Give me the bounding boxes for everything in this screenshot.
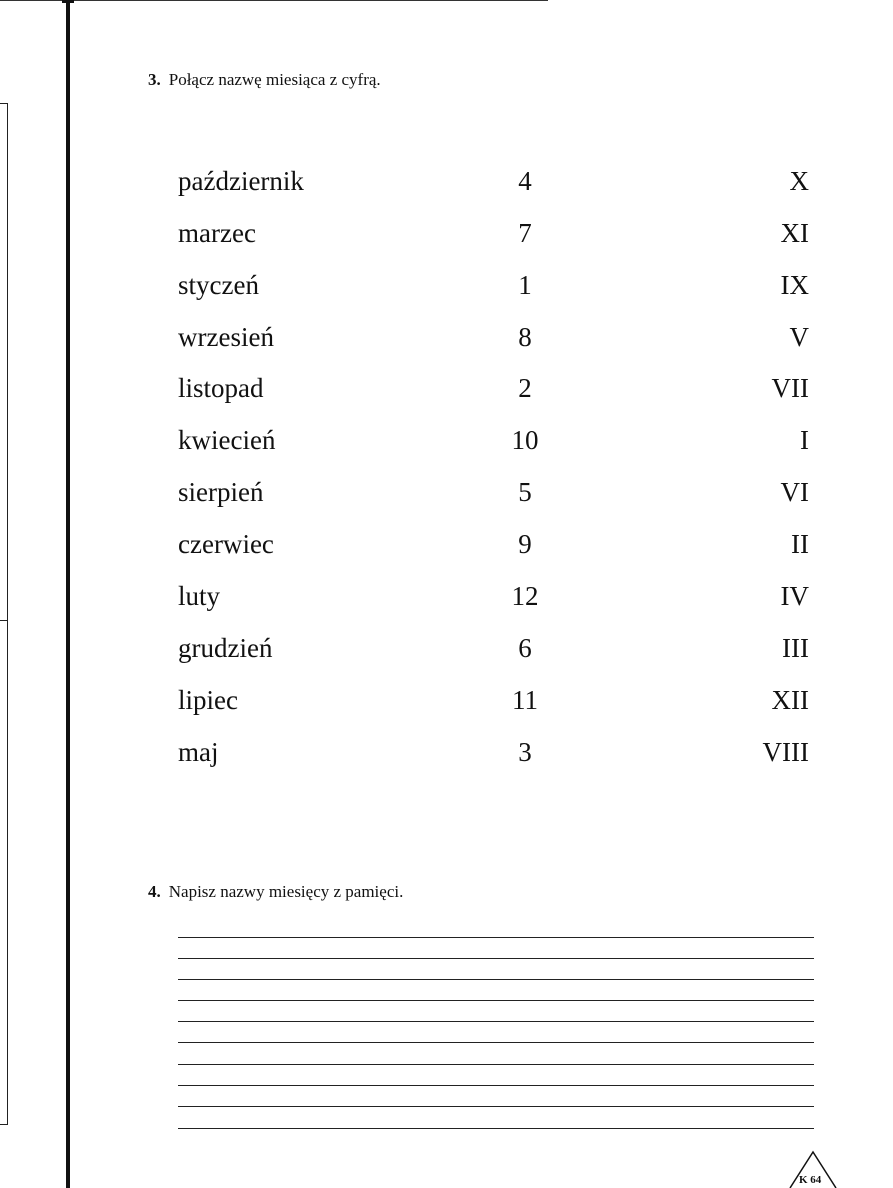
month-item[interactable]: październik [178, 166, 304, 196]
roman-item[interactable]: III [782, 633, 809, 663]
roman-item[interactable]: VII [771, 373, 809, 403]
exercise-4-instruction [148, 882, 403, 902]
month-item[interactable]: lipiec [178, 685, 238, 715]
left-bracket-mid [0, 620, 8, 621]
left-bracket-bottom [0, 1124, 8, 1125]
digit-item[interactable]: 10 [511, 425, 539, 455]
exercise-4-text: Napisz nazwy miesięcy z pamięci. [168, 882, 404, 901]
binding-bar [66, 0, 70, 1188]
digit-item[interactable]: 3 [518, 737, 532, 767]
roman-item[interactable]: I [800, 425, 809, 455]
roman-item[interactable]: VIII [762, 737, 809, 767]
month-item[interactable]: luty [178, 581, 221, 611]
month-item[interactable]: czerwiec [178, 529, 274, 559]
answer-line[interactable] [178, 937, 814, 938]
answer-line[interactable] [178, 1106, 814, 1107]
digit-item[interactable]: 12 [511, 581, 539, 611]
month-item[interactable]: listopad [178, 373, 264, 403]
answer-line[interactable] [178, 958, 814, 959]
month-item[interactable]: styczeń [178, 270, 259, 300]
roman-item[interactable]: II [791, 529, 809, 559]
roman-item[interactable]: VI [780, 477, 809, 507]
roman-item[interactable]: XII [771, 685, 809, 715]
roman-item[interactable]: X [789, 166, 809, 196]
digit-item[interactable]: 5 [518, 477, 532, 507]
month-item[interactable]: marzec [178, 218, 256, 248]
exercise-3-instruction [148, 70, 381, 90]
answer-line[interactable] [178, 1085, 814, 1086]
digit-item[interactable]: 6 [518, 633, 532, 663]
digit-item[interactable]: 7 [518, 218, 532, 248]
top-rule [0, 0, 548, 1]
month-item[interactable]: wrzesień [178, 322, 274, 352]
month-item[interactable]: kwiecień [178, 425, 276, 455]
digit-item[interactable]: 11 [512, 685, 538, 715]
digit-item[interactable]: 2 [518, 373, 532, 403]
month-item[interactable]: grudzień [178, 633, 273, 663]
page-badge-label: K 64 [799, 1174, 822, 1186]
answer-line[interactable] [178, 1128, 814, 1129]
answer-line[interactable] [178, 1064, 814, 1065]
exercise-3-text: Połącz nazwę miesiąca z cyfrą. [168, 70, 381, 89]
binding-cap [62, 0, 74, 3]
answer-line[interactable] [178, 1042, 814, 1043]
answer-line[interactable] [178, 1000, 814, 1001]
left-bracket [7, 103, 8, 1125]
answer-line[interactable] [178, 1021, 814, 1022]
exercise-3-number: 3. [148, 70, 161, 89]
digit-item[interactable]: 4 [518, 166, 532, 196]
exercise-4-number: 4. [148, 882, 161, 901]
answer-line[interactable] [178, 979, 814, 980]
roman-item[interactable]: V [789, 322, 809, 352]
digit-item[interactable]: 1 [518, 270, 532, 300]
month-item[interactable]: maj [178, 737, 219, 767]
digit-item[interactable]: 8 [518, 322, 532, 352]
digit-item[interactable]: 9 [518, 529, 532, 559]
month-item[interactable]: sierpień [178, 477, 264, 507]
roman-item[interactable]: XI [780, 218, 809, 248]
roman-item[interactable]: IV [780, 581, 809, 611]
roman-item[interactable]: IX [780, 270, 809, 300]
